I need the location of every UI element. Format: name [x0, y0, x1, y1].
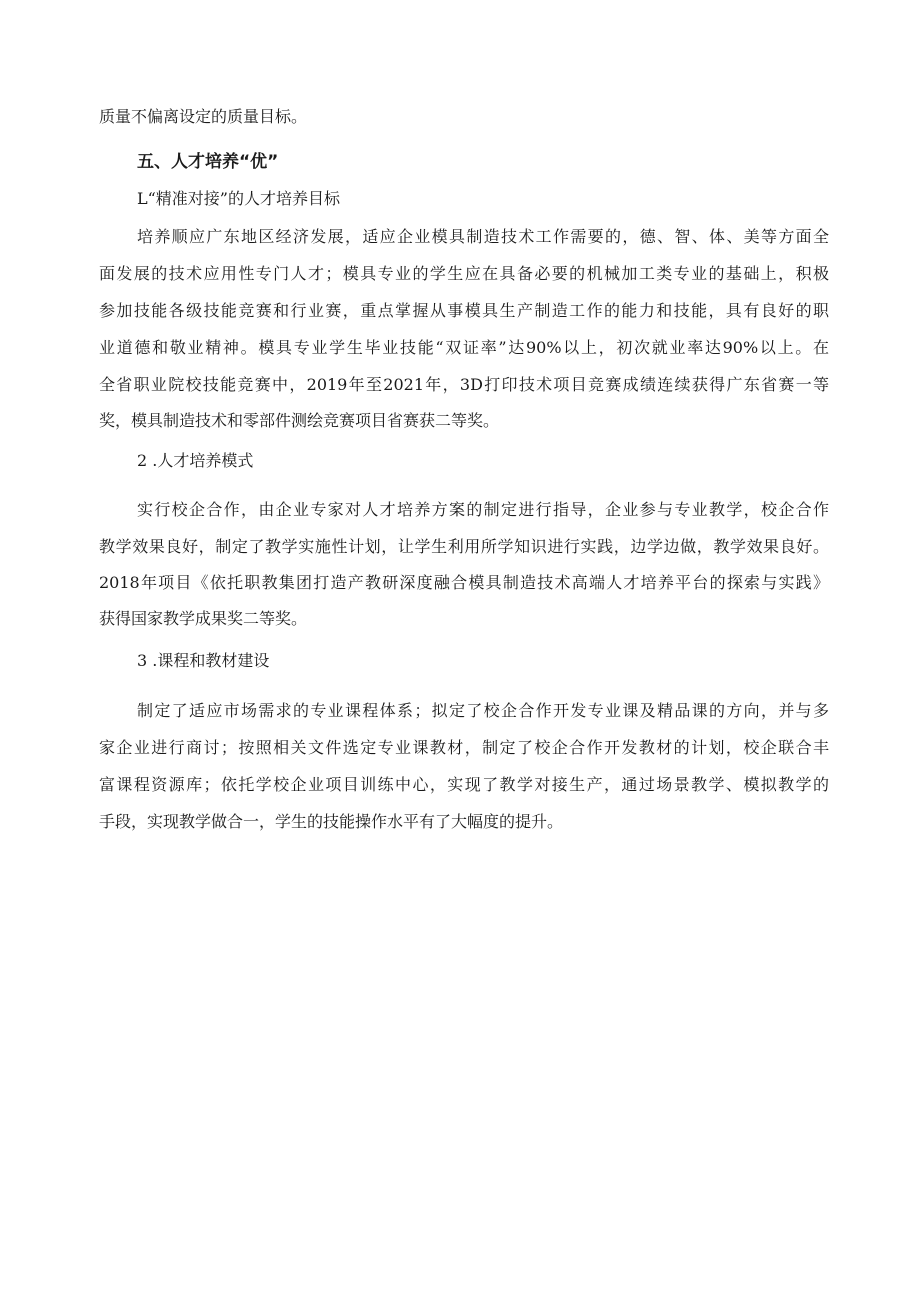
item1-heading: L“精准对接”的人才培养目标 [137, 189, 340, 208]
item1-line-1: 培养顺应广东地区经济发展，适应企业模具制造技术工作需要的，德、智、体、美等方面全 [137, 227, 829, 246]
item2-line-1: 实行校企合作，由企业专家对人才培养方案的制定进行指导，企业参与专业教学，校企合作 [137, 500, 829, 519]
item1-line-6: 奖，模具制造技术和零部件测绘竞赛项目省赛获二等奖。 [99, 411, 500, 430]
item2-line-2: 教学效果良好，制定了教学实施性计划，让学生利用所学知识进行实践，边学边做，教学效果良好。 [99, 537, 829, 556]
item1-line-5: 全省职业院校技能竞赛中，2019年至2021年，3D打印技术项目竞赛成绩连续获得广东省赛一等 [99, 375, 829, 394]
item1-line-2: 面发展的技术应用性专门人才；模具专业的学生应在具备必要的机械加工类专业的基础上，积极 [99, 264, 829, 283]
item3-line-4: 手段，实现教学做合一，学生的技能操作水平有了大幅度的提升。 [99, 812, 564, 831]
item1-line-3: 参加技能各级技能竞赛和行业赛，重点掌握从事模具生产制造工作的能力和技能，具有良好的职 [99, 301, 829, 320]
continuation-line: 质量不偏离设定的质量目标。 [99, 107, 308, 126]
item3-line-2: 家企业进行商讨；按照相关文件选定专业课教材，制定了校企合作开发教材的计划，校企联合丰 [99, 738, 829, 757]
item3-line-1: 制定了适应市场需求的专业课程体系；拟定了校企合作开发专业课及精品课的方向，并与多 [137, 701, 829, 720]
item1-line-4: 业道德和敬业精神。模具专业学生毕业技能“双证率”达90%以上，初次就业率达90%以上。在 [99, 338, 829, 357]
item2-heading: 2 .人才培养模式 [137, 451, 254, 470]
item2-line-4: 获得国家教学成果奖二等奖。 [99, 609, 308, 628]
item3-heading: 3 .课程和教材建设 [137, 651, 270, 670]
item2-line-3: 2018年项目《依托职教集团打造产教研深度融合模具制造技术高端人才培养平台的探索与实践》 [99, 573, 829, 592]
item3-line-3: 富课程资源库；依托学校企业项目训练中心，实现了教学对接生产，通过场景教学、模拟教学的 [99, 775, 829, 794]
section-title: 五、人才培养“优” [137, 152, 279, 172]
